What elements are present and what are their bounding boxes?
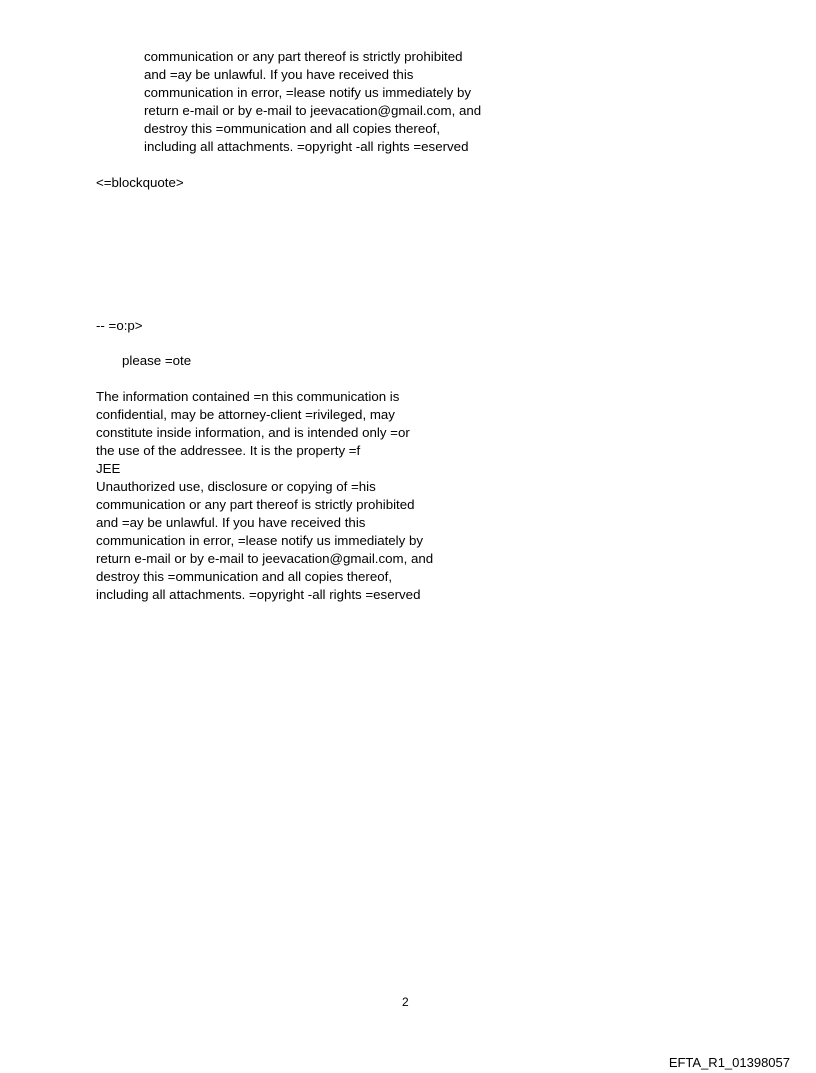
disclaimer-line: communication or any part thereof is strictly prohibited xyxy=(96,497,415,512)
blockquote-tag: <=blockquote> xyxy=(96,175,184,190)
quoted-disclaimer-line: communication in error, =lease notify us immediately by xyxy=(144,85,472,100)
page-number: 2 xyxy=(402,995,409,1009)
disclaimer-line: Unauthorized use, disclosure or copying of =his xyxy=(96,479,376,494)
disclaimer-line: confidential, may be attorney-client =rivileged, may xyxy=(96,407,395,422)
quoted-disclaimer-line: return e-mail or by e-mail to jeevacation@gmail.com, and xyxy=(144,103,482,118)
disclaimer-line: JEE xyxy=(96,461,121,476)
bates-number: EFTA_R1_01398057 xyxy=(668,1055,790,1070)
disclaimer-line: constitute inside information, and is intended only =or xyxy=(96,425,410,440)
quoted-disclaimer-line: including all attachments. =opyright -all rights =eserved xyxy=(144,139,469,154)
disclaimer-line: return e-mail or by e-mail to jeevacation@gmail.com, and xyxy=(96,551,434,566)
disclaimer-line: including all attachments. =opyright -all rights =eserved xyxy=(96,587,421,602)
disclaimer-line: The information contained =n this communication is xyxy=(96,389,400,404)
quoted-disclaimer-line: and =ay be unlawful. If you have received this xyxy=(144,67,414,82)
disclaimer-line: destroy this =ommunication and all copies thereof, xyxy=(96,569,393,584)
quoted-disclaimer-line: destroy this =ommunication and all copies thereof, xyxy=(144,121,441,136)
please-note-line: please =ote xyxy=(122,353,192,368)
disclaimer-line: the use of the addressee. It is the property =f xyxy=(96,443,361,458)
separator-line: -- =o:p> xyxy=(96,318,143,333)
disclaimer-line: communication in error, =lease notify us immediately by xyxy=(96,533,424,548)
disclaimer-line: and =ay be unlawful. If you have received this xyxy=(96,515,366,530)
quoted-disclaimer-line: communication or any part thereof is strictly prohibited xyxy=(144,49,463,64)
